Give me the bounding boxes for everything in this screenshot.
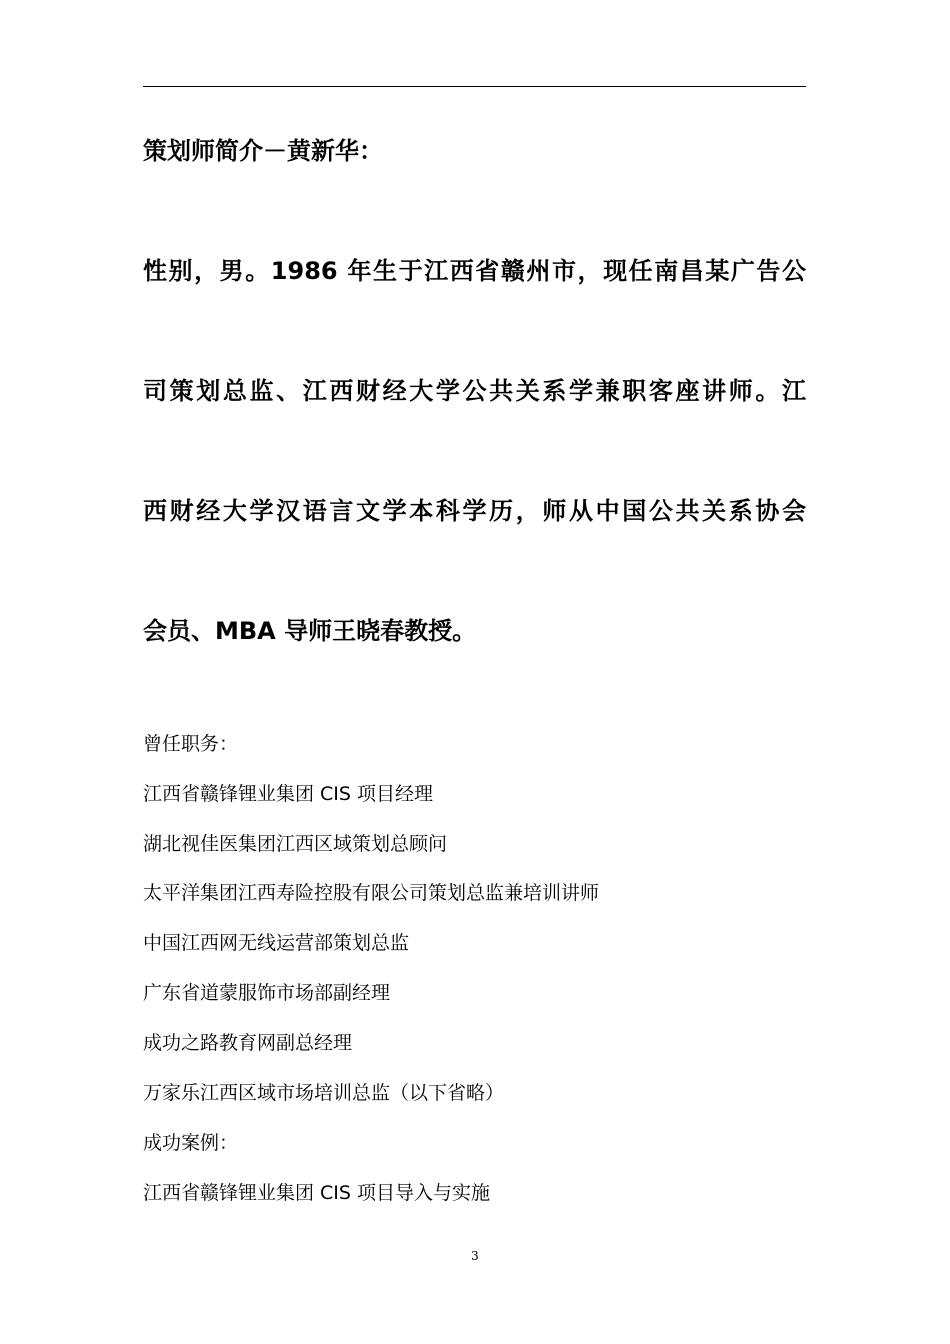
position-item: 万家乐江西区域市场培训总监（以下省略） xyxy=(143,1082,505,1104)
bio-line-3: 西财经大学汉语言文学本科学历，师从中国公共关系协会 xyxy=(143,497,806,525)
position-item: 成功之路教育网副总经理 xyxy=(143,1032,353,1054)
page-number: 3 xyxy=(471,1249,479,1263)
bio-line-4: 会员、MBA 导师王晓春教授。 xyxy=(143,617,477,645)
cases-heading: 成功案例： xyxy=(143,1132,239,1154)
bio-line-1: 性别，男。1986 年生于江西省赣州市，现任南昌某广告公 xyxy=(143,257,806,285)
profile-title: 策划师简介－黄新华： xyxy=(143,137,383,165)
case-item: 江西省赣锋锂业集团 CIS 项目导入与实施 xyxy=(143,1182,491,1204)
position-item: 中国江西网无线运营部策划总监 xyxy=(143,932,410,954)
position-item: 广东省道蒙服饰市场部副经理 xyxy=(143,982,391,1004)
position-item: 太平洋集团江西寿险控股有限公司策划总监兼培训讲师 xyxy=(143,882,600,904)
positions-heading: 曾任职务： xyxy=(143,733,239,755)
position-item: 湖北视佳医集团江西区域策划总顾问 xyxy=(143,833,448,855)
header-rule xyxy=(143,86,806,87)
position-item: 江西省赣锋锂业集团 CIS 项目经理 xyxy=(143,783,434,805)
bio-line-2: 司策划总监、江西财经大学公共关系学兼职客座讲师。江 xyxy=(143,377,806,405)
